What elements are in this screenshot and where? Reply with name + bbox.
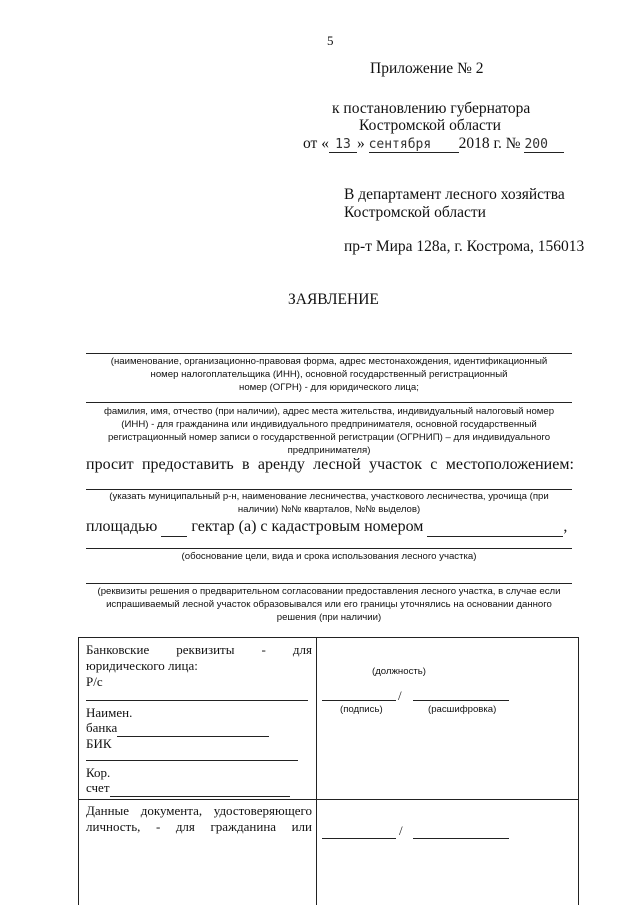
doc-word: документа, [140,803,203,818]
request-word: аренду [257,456,305,473]
area-suffix: , [563,518,568,535]
doc-word: Данные [86,803,130,818]
table-top-border [78,637,579,638]
signature-line-2 [322,838,396,839]
appendix-line2: Костромской области [359,117,501,134]
schet-label: счет [86,780,110,795]
appendix-date-line [303,135,564,153]
hint4: (обоснование цели, вида и срока использования лесного участка) [181,551,477,562]
table-mid-border [316,637,317,905]
date-month: сентября [369,137,459,153]
decision-line [86,583,572,584]
addressee-address: пр-т Мира 128а, г. Кострома, 156013 [344,238,585,255]
position-hint: (должность) [372,666,426,677]
hint1-line1: (наименование, организационно-правовая форма, адрес местонахождения, идентификационный [110,356,548,367]
hint5-line2: испрашиваемый лесной участок образовывался или его границы уточнялись на основании данного [106,599,552,610]
org-line [86,353,572,354]
schet-row [86,780,290,797]
decode-line [413,700,509,701]
appendix-line1: к постановлению губернатора [332,100,531,117]
person-line [86,402,572,403]
doc-line1 [86,803,312,819]
hint5-line1: (реквизиты решения о предварительном согласовании предоставления лесного участка, в случае если [97,586,561,597]
bank-header [86,642,312,658]
date-suffix: 2018 г. № [458,135,521,152]
hint3-line2: наличии) №№ кварталов, №№ выделов) [237,504,421,515]
hint1-line2: номер налогоплательщика (ИНН), основной государственный регистрационный [150,369,508,380]
table-row-divider [78,799,579,800]
doc-word: удостоверяющего [213,803,312,818]
date-prefix: от « [303,135,329,152]
signature-hint: (подпись) [340,704,383,715]
bik-line [86,760,298,761]
kor-label: Кор. [86,765,111,780]
request-word: местоположением: [445,456,574,473]
signature-slash-2: / [399,823,403,838]
hint1-line3: номер (ОГРН) - для юридического лица; [239,382,419,393]
doc-word: личность, [86,819,141,834]
table-left-border [78,637,79,905]
naimen-label: Наимен. [86,705,133,720]
location-line [86,489,572,490]
doc-word: гражданина [210,819,277,834]
area-line [86,518,567,537]
request-word: предоставить [141,456,234,473]
area-blank [161,518,187,537]
bik-label: БИК [86,736,112,751]
request-word: участок [369,456,422,473]
page-number: 5 [327,33,334,48]
hint2-line3: регистрационный номер записи о государственной регистрации (ОГРНИП) – для индивидуального [107,432,551,443]
signature-line [322,700,396,701]
rs-label: Р/с [86,674,103,689]
area-prefix: площадью [86,518,158,535]
table-right-border [578,637,579,905]
rs-line [86,700,308,701]
decode-hint: (расшифровка) [428,704,497,715]
request-line [86,456,574,474]
bank-label: банка [86,720,118,735]
bank-blank [117,720,269,737]
date-day: 13 [329,137,357,153]
document-title: ЗАЯВЛЕНИЕ [288,291,379,308]
bank-word: для [292,642,312,657]
area-middle: гектар (а) с кадастровым номером [191,518,424,535]
addressee-line1: В департамент лесного хозяйства [344,186,565,203]
bank-line2: юридического лица: [86,658,198,673]
appendix-title: Приложение № 2 [370,60,484,77]
doc-word: для [175,819,195,834]
request-word: в [242,456,250,473]
purpose-line [86,548,572,549]
hint2-line4: предпринимателя) [287,445,371,456]
date-number: 200 [524,137,564,153]
bank-word: - [261,642,266,657]
bank-label-row [86,720,269,737]
cadastral-blank [427,518,563,537]
date-mid: » [356,135,365,152]
doc-word: - [155,819,161,834]
hint3-line1: (указать муниципальный р-н, наименование лесничества, участкового лесничества, урочища (при [109,491,549,502]
request-word: с [430,456,438,473]
hint2-line1: фамилия, имя, отчество (при наличии), адрес места жительства, индивидуальный налоговый номер [103,406,555,417]
doc-line2 [86,819,312,835]
request-word: просит [86,456,134,473]
signature-slash: / [398,688,402,703]
request-word: лесной [313,456,361,473]
decode-line-2 [413,838,509,839]
bank-word: реквизиты [176,642,235,657]
hint5-line3: решения (при наличии) [276,612,382,623]
hint2-line2: (ИНН) - для гражданина или индивидуального предпринимателя, основной государственный [121,419,537,430]
addressee-line2: Костромской области [344,204,486,221]
bank-word: Банковские [86,642,150,657]
schet-blank [110,780,290,797]
doc-word: или [291,819,312,834]
